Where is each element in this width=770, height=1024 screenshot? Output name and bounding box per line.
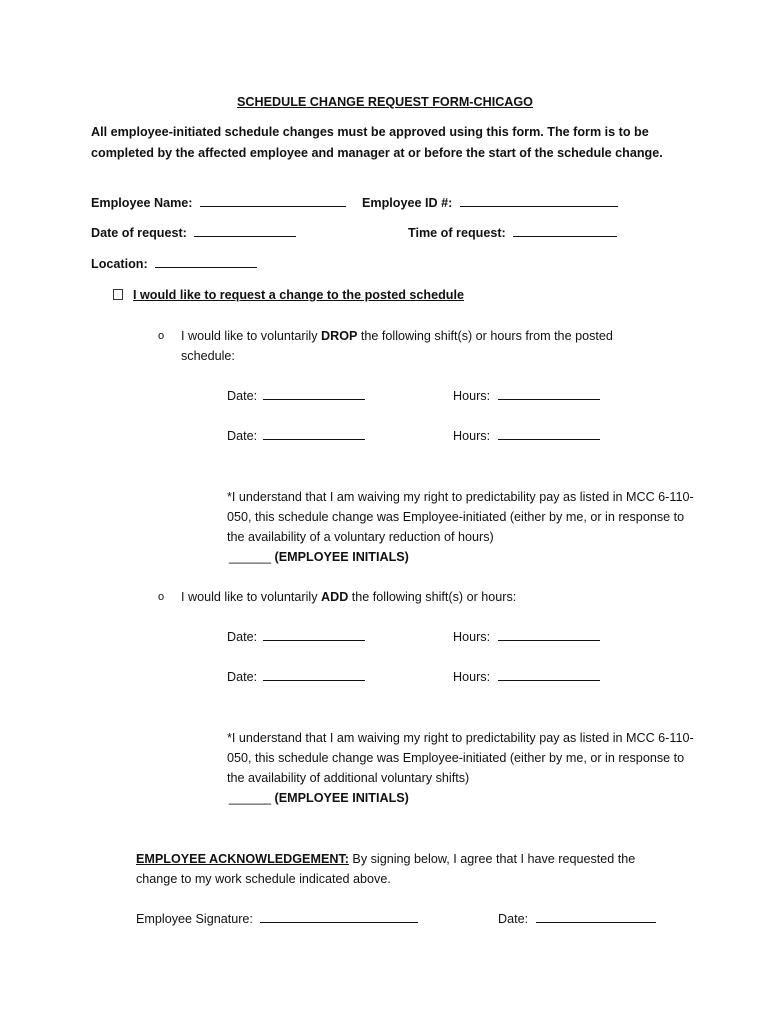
add-description (181, 587, 516, 607)
signature-field[interactable] (260, 911, 418, 923)
signature-date-label: Date: (498, 912, 529, 926)
add-text-before: I would like to voluntarily (181, 590, 321, 604)
signature-row (136, 909, 418, 929)
drop-description-line1 (181, 326, 613, 346)
add-date-field-1[interactable] (263, 629, 365, 641)
signature-label: Employee Signature: (136, 912, 253, 926)
add-text-after: the following shift(s) or hours: (348, 590, 517, 604)
acknowledgement-heading: EMPLOYEE ACKNOWLEDGEMENT: (136, 852, 349, 866)
acknowledgement-text: By signing below, I agree that I have requested the change to my work schedule indicated above. (136, 852, 636, 886)
add-initials-label: (EMPLOYEE INITIALS) (274, 791, 409, 805)
date-of-request-label: Date of request: (91, 226, 187, 240)
add-hours-label-1: Hours: (453, 630, 491, 644)
time-of-request-row (408, 223, 617, 243)
add-hours-row-2 (453, 667, 600, 687)
add-keyword: ADD (321, 590, 349, 604)
employee-name-label: Employee Name: (91, 196, 193, 210)
drop-hours-label-2: Hours: (453, 429, 491, 443)
date-of-request-row (91, 223, 296, 243)
employee-id-field[interactable] (460, 195, 618, 207)
location-label: Location: (91, 257, 148, 271)
employee-acknowledgement (136, 849, 676, 889)
employee-name-row (91, 193, 346, 213)
time-of-request-label: Time of request: (408, 226, 506, 240)
drop-date-label-1: Date: (227, 389, 258, 403)
drop-waiver-note (227, 487, 697, 567)
request-change-row (113, 285, 464, 305)
drop-text-after: the following shift(s) or hours from the posted (357, 329, 613, 343)
employee-id-row (362, 193, 618, 213)
drop-hours-field-1[interactable] (498, 388, 600, 400)
drop-date-row-2 (227, 426, 365, 446)
add-hours-row-1 (453, 627, 600, 647)
date-of-request-field[interactable] (194, 225, 296, 237)
drop-initials-field[interactable]: ______ (229, 550, 272, 564)
add-waiver-text: *I understand that I am waiving my right to predictability pay as listed in MCC 6-110-050, this schedule change was Employee-initiated (either by me, or in response to the availability of additional voluntary shifts) (227, 731, 694, 785)
drop-hours-row-1 (453, 386, 600, 406)
drop-bullet: o (158, 330, 165, 342)
add-waiver-note (227, 728, 697, 808)
drop-initials-label: (EMPLOYEE INITIALS) (274, 550, 409, 564)
add-initials-field[interactable]: ______ (229, 791, 272, 805)
location-field[interactable] (155, 256, 257, 268)
drop-text-before: I would like to voluntarily (181, 329, 321, 343)
request-change-checkbox[interactable] (113, 289, 123, 300)
request-change-label: I would like to request a change to the posted schedule (133, 288, 464, 302)
add-date-label-2: Date: (227, 670, 258, 684)
signature-date-field[interactable] (536, 911, 656, 923)
add-bullet: o (158, 591, 165, 603)
drop-date-row-1 (227, 386, 365, 406)
add-date-field-2[interactable] (263, 669, 365, 681)
add-hours-label-2: Hours: (453, 670, 491, 684)
add-date-row-2 (227, 667, 365, 687)
add-date-label-1: Date: (227, 630, 258, 644)
drop-hours-row-2 (453, 426, 600, 446)
location-row (91, 254, 257, 274)
employee-id-label: Employee ID #: (362, 196, 453, 210)
add-date-row-1 (227, 627, 365, 647)
drop-date-label-2: Date: (227, 429, 258, 443)
drop-keyword: DROP (321, 329, 358, 343)
signature-date-row (498, 909, 656, 929)
drop-hours-field-2[interactable] (498, 428, 600, 440)
add-hours-field-2[interactable] (498, 669, 600, 681)
add-hours-field-1[interactable] (498, 629, 600, 641)
drop-waiver-text: *I understand that I am waiving my right to predictability pay as listed in MCC 6-110-050, this schedule change was Employee-initiated (either by me, or in response to the availability of a voluntary reduction of hours) (227, 490, 694, 544)
employee-name-field[interactable] (200, 195, 346, 207)
form-intro: All employee-initiated schedule changes must be approved using this form. The form is to be completed by the affected employee and manager at or before the start of the schedule change. (91, 125, 663, 160)
drop-date-field-1[interactable] (263, 388, 365, 400)
drop-hours-label-1: Hours: (453, 389, 491, 403)
form-title: SCHEDULE CHANGE REQUEST FORM-CHICAGO (237, 95, 533, 109)
drop-date-field-2[interactable] (263, 428, 365, 440)
drop-description-line2: schedule: (181, 349, 235, 363)
time-of-request-field[interactable] (513, 225, 617, 237)
